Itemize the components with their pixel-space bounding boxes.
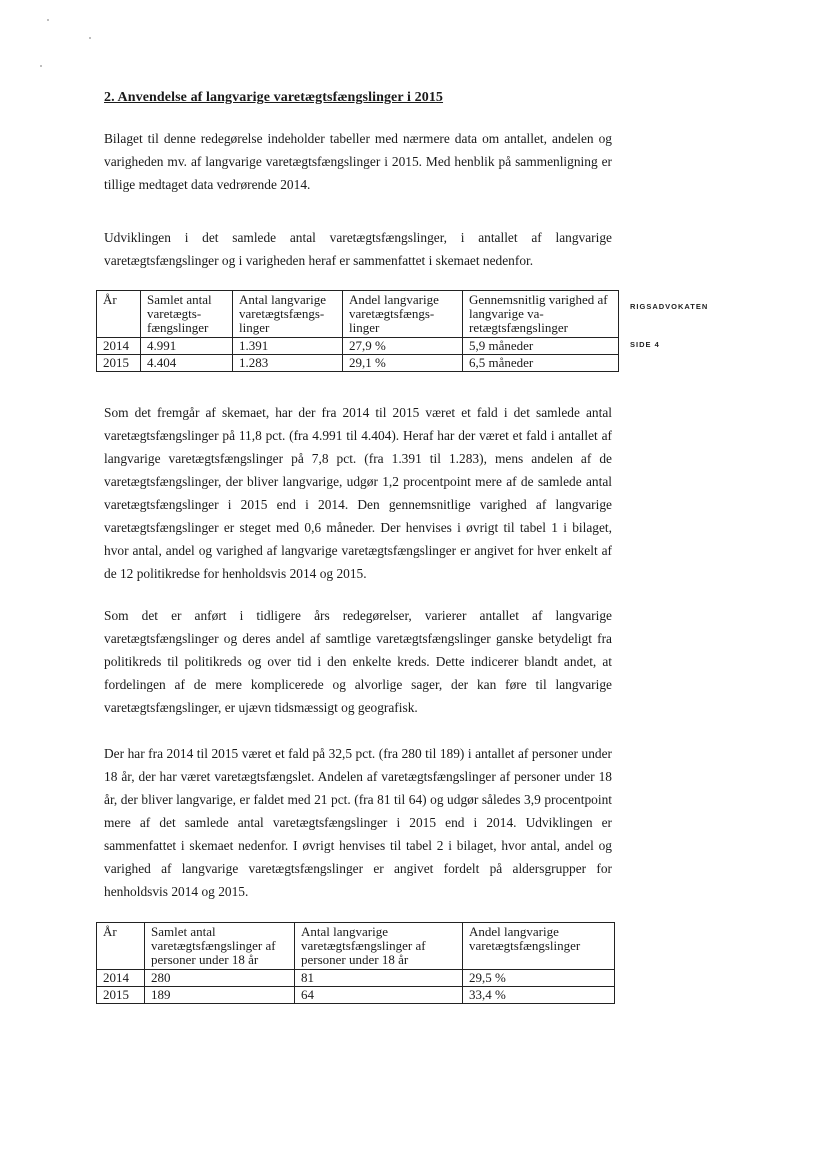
column-header-long-minors: Antal langvarige varetægtsfængslinger af personer under 18 år bbox=[295, 923, 463, 970]
table-header-row bbox=[97, 923, 615, 970]
table-row bbox=[97, 355, 619, 372]
column-header-long-share: Andel langvarige varetægtsfængslinger bbox=[463, 923, 615, 970]
section-heading: 2. Anvendelse af langvarige varetægtsfængslinger i 2015 bbox=[104, 90, 444, 105]
table-cell: 189 bbox=[145, 987, 295, 1004]
sidebar-organization: RIGSADVOKATEN bbox=[630, 302, 709, 311]
minors-table bbox=[96, 922, 615, 1004]
table-cell: 81 bbox=[295, 970, 463, 987]
table-row bbox=[97, 338, 619, 355]
table-cell: 2014 bbox=[97, 970, 145, 987]
paragraph-intro: Bilaget til denne redegørelse indeholder tabeller med nærmere data om antallet, andelen og varigheden mv. af langvarige varetægtsfængslinger i 2015. Med henblik på sammenligning er tillige medtaget data vedrørende 2014. bbox=[104, 131, 612, 192]
table-cell: 64 bbox=[295, 987, 463, 1004]
table-cell: 2015 bbox=[97, 355, 141, 372]
table-cell: 4.404 bbox=[141, 355, 233, 372]
table-header-row bbox=[97, 291, 619, 338]
table-cell: 2014 bbox=[97, 338, 141, 355]
table-cell: 27,9 % bbox=[343, 338, 463, 355]
table-cell: 29,1 % bbox=[343, 355, 463, 372]
column-header-year: År bbox=[97, 923, 145, 970]
paragraph-variation: Som det er anført i tidligere års redegørelser, varierer antallet af langvarige varetægtsfængslinger og deres andel af samtlige varetægtsfængslinger ganske betydeligt fra politikreds til politikreds og over tid i den enkelte kreds. Dette indicerer blandt andet, at fordelingen af de mere komplicerede og alvorlige sager, der kan føre til langvarige varetægtsfængslinger, er ujævn tidsmæssigt og geografisk. bbox=[104, 608, 612, 715]
table-cell: 29,5 % bbox=[463, 970, 615, 987]
column-header-long-share: Andel langvarige varetægtsfængs-linger bbox=[343, 291, 463, 338]
table-cell: 6,5 måneder bbox=[463, 355, 619, 372]
column-header-year: År bbox=[97, 291, 141, 338]
table-cell: 1.391 bbox=[233, 338, 343, 355]
table-cell: 5,9 måneder bbox=[463, 338, 619, 355]
table-cell: 2015 bbox=[97, 987, 145, 1004]
paragraph-minors: Der har fra 2014 til 2015 været et fald på 32,5 pct. (fra 280 til 189) i antallet af personer under 18 år, der har været varetægtsfængslet. Andelen af varetægtsfængslinger af personer under 18 år, der bliver langvarige, er faldet med 21 pct. (fra 81 til 64) og udgør således 3,9 procentpoint mere af det samlede antal varetægtsfængslinger i 2015 end i 2014. Udviklingen er sammenfattet i skemaet nedenfor. I øvrigt henvises til tabel 2 i bilaget, hvor antal, andel og varighed af langvarige varetægtsfængslinger er angivet fordelt på aldersgrupper for henholdsvis 2014 og 2015. bbox=[104, 746, 612, 899]
table-cell: 33,4 % bbox=[463, 987, 615, 1004]
column-header-long-count: Antal langvarige varetægtsfængs-linger bbox=[233, 291, 343, 338]
scan-speck bbox=[89, 37, 91, 39]
column-header-total-minors: Samlet antal varetægtsfængslinger af personer under 18 år bbox=[145, 923, 295, 970]
summary-table bbox=[96, 290, 619, 372]
table-cell: 4.991 bbox=[141, 338, 233, 355]
scan-speck bbox=[40, 65, 42, 67]
paragraph-development: Udviklingen i det samlede antal varetægtsfængslinger, i antallet af langvarige varetægtsfængslinger og i varigheden heraf er sammenfattet i skemaet nedenfor. bbox=[104, 230, 612, 268]
column-header-total: Samlet antal varetægts-fængslinger bbox=[141, 291, 233, 338]
table-row bbox=[97, 987, 615, 1004]
column-header-avg-duration: Gennemsnitlig varighed af langvarige va-retægtsfængslinger bbox=[463, 291, 619, 338]
table-cell: 280 bbox=[145, 970, 295, 987]
scan-speck bbox=[47, 19, 49, 21]
paragraph-analysis: Som det fremgår af skemaet, har der fra 2014 til 2015 været et fald i det samlede antal varetægtsfængslinger på 11,8 pct. (fra 4.991 til 4.404). Heraf har der været et fald i antallet af langvarige varetægtsfængslinger på 7,8 pct. (fra 1.391 til 1.283), mens andelen af de varetægtsfængslinger, der bliver langvarige, udgør 1,2 procentpoint mere af de samlede antal varetægtsfængslinger i 2015 end i 2014. Den gennemsnitlige varighed af langvarige varetægtsfængslinger er steget med 0,6 måneder. Der henvises i øvrigt til tabel 1 i bilaget, hvor antal, andel og varighed af langvarige varetægtsfængslinger er angivet for hver enkelt af de 12 politikredse for henholdsvis 2014 og 2015. bbox=[104, 405, 612, 581]
table-row bbox=[97, 970, 615, 987]
sidebar-page-number: SIDE 4 bbox=[630, 340, 660, 349]
table-cell: 1.283 bbox=[233, 355, 343, 372]
